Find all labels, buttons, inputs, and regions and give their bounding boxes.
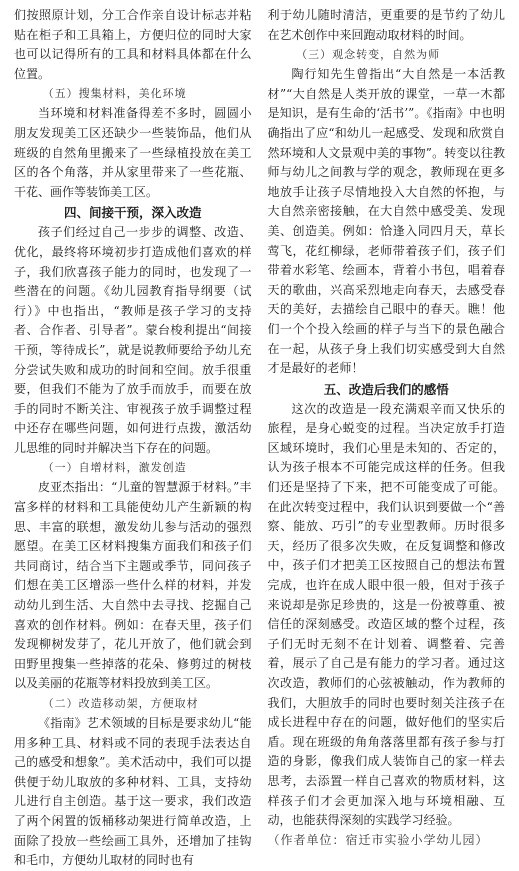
- paragraph-text: 利于幼儿随时清洁，更重要的是节约了幼儿在艺术创作中来回跑动取材料的时间。: [267, 8, 505, 42]
- paragraph-text: 孩子们经过自己一步步的调整、改造、优化，最终将环境初步打造成他们喜欢的样子，我们欣喜孩子能力的同时，也发现了一些潜在的问题。《幼儿园教育指导纲要（试行）》中也指出，“教师是孩子学习的支持者、合作者、引导者”。蒙台梭利提出“间接干预，等待成长”，就是说教师要给予幼儿充分尝试失败和成功的时间和空间。放手很重要，但我们不能为了放手而放手，而要在放手的同时不断关注、审视孩子放手调整过程中还存在哪些问题，如何进行点拨，激活幼儿思维的同时并解决当下存在的问题。: [14, 225, 252, 455]
- right-column: [267, 6, 506, 847]
- subsection-heading: （五）搜集材料，美化环境: [42, 87, 187, 101]
- left-column: [14, 6, 252, 868]
- paragraph-text: 皮亚杰指出：“儿童的智慧源于材料。”丰富多样的材料和工具能使幼儿产生新颖的构思、丰富的联想，激发幼儿参与活动的强烈愿望。在美工区材料搜集方面我们和孩子们共同商讨，结合当下主题或季节，同问孩子们想在美工区增添一些什么样的材料，并发动幼儿到生活、大自然中去寻找、挖掘自己喜欢的创作材料。例如：在春天里，孩子们发现柳树发芽了，花儿开放了，他们就会到田野里搜集一些掉落的花朵、修剪过的树枝以及美丽的花瓶等材料投放到美工区。: [14, 480, 252, 691]
- paragraph-text: 们按照原计划，分工合作亲自设计标志并粘贴在柜子和工具箱上，方便归位的同时大家也可以记得所有的工具和材料具体都在什么位置。: [14, 8, 252, 81]
- paragraph-text: 当环境和材料准备得差不多时，圆圆小朋友发现美工区还缺少一些装饰品，他们从班级的自然角里搬来了一些绿植投放在美工区的各个角落，并从家里带来了一些花瓶、干花、画作等装饰美工区。: [14, 106, 252, 199]
- subsection-heading: （二）改造移动架，方便取材: [42, 697, 199, 710]
- subsection-heading: （一）自增材料，激发创造: [42, 461, 187, 475]
- subsection-heading: （三）观念转变，自然为师: [296, 48, 441, 62]
- author-affiliation: （作者单位：宿迁市实验小学幼儿园）: [267, 832, 489, 847]
- paragraph-text: 《指南》艺术领域的目标是要求幼儿“能用多种工具、材料或不同的表现手法表达自己的感受和想象”。美术活动中，我们可以提供便于幼儿取放的多种材料、工具，支持幼儿进行自主创造。基于这一要求，我们改造了两个闲置的饭桶移动架进行简单改造，上面除了投放一些绘画工具外，还增加了挂钩和毛巾，方便幼儿取材的同时也有: [14, 716, 252, 868]
- paragraph-text: 这次的改造是一段充满艰辛而又快乐的旅程，是身心蜕变的过程。当决定放手打造区域环境时，我们心里是未知的、否定的，认为孩子根本不可能完成这样的任务。但我们还是坚持了下来，把不可能变成了可能。在此次转变过程中，我们认识到要做一个“善察、能放、巧引”的专业型教师。历时很多天，经历了很多次失败，在反复调整和修改中，孩子们才把美工区按照自己的想法布置完成，也许在成人眼中很一般，但对于孩子来说却是弥足珍贵的，这是一份被尊重、被信任的深刻感受。改造区域的整个过程，孩子们无时无刻不在计划着、调整着、完善着，展示了自己是有能力的学习者。通过这次改造，教师们的心弦被触动，作为教师的我们，大胆放手的同时也要时刻关注孩子在成长进程中存在的问题，做好他们的坚实后盾。现在班级的角角落落里都有孩子参与打造的身影，像我们成人装饰自己的家一样去思考，去添置一样自己喜欢的物质材料，这样孩子们才会更加深入地与环境相融、互动，也能获得深刻的实践学习经验。: [267, 401, 505, 828]
- section-heading: 四、间接干预，深入改造: [63, 205, 202, 221]
- section-heading: 五、改造后我们的感悟: [323, 381, 449, 397]
- paragraph-text: 陶行知先生曾指出“大自然是一本活教材”“大自然是人类开放的课堂，一草一木都是知识，是有生命的‘活书’”。《指南》中也明确指出了应“和幼儿一起感受、发现和欣赏自然环境和人文景观中美的事物”。转变以往教师与幼儿之间教与学的观念，教师现在更多地放手让孩子尽情地投入大自然的怀抱，与大自然亲密接触，在大自然中感受美、发现美、创造美。例如：恰逢入同四月天，草长莺飞，花红柳绿，老师带着孩子们，孩子们带着水彩笔、绘画本，背着小书包，唱着春天的歌曲，兴高采烈地走向春天，去感受春天的美好，去描绘自己眼中的春天。瞧！他们一个个投入绘画的样子与当下的景色融合在一起，从孩子身上我们切实感受到大自然才是最好的老师！: [267, 67, 505, 376]
